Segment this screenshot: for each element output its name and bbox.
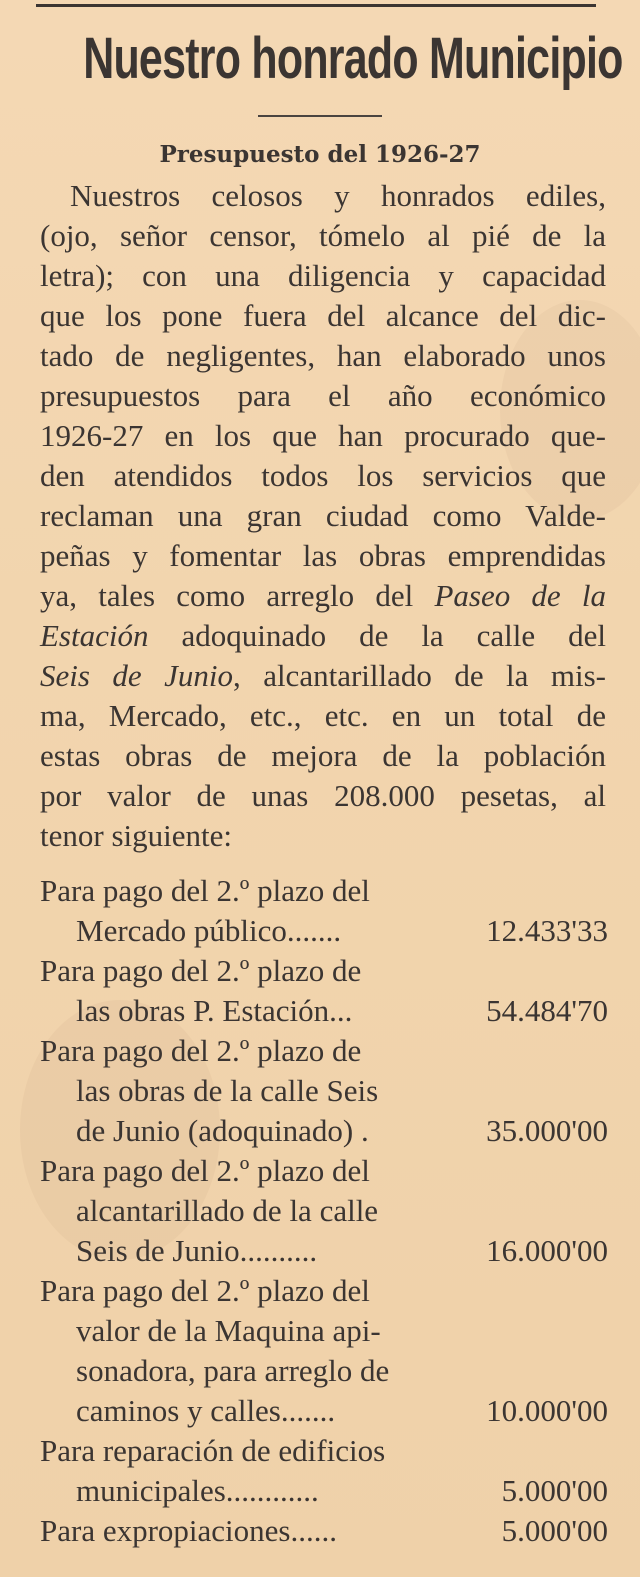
budget-item-amount: 35.000'00 [486, 1113, 608, 1148]
article-body [40, 176, 606, 856]
budget-item-amount: 5.000'00 [501, 1513, 608, 1548]
italic-place-name: Estación [40, 618, 149, 653]
budget-item-text: Para pago del 2.º plazo del [40, 1153, 370, 1188]
budget-item-line [40, 991, 608, 1031]
budget-item-text: Para pago del 2.º plazo de [40, 1033, 362, 1068]
budget-item-line [40, 911, 608, 951]
budget-item-text: las obras P. Estación... [76, 993, 353, 1028]
budget-item-text: Para expropiaciones...... [40, 1513, 337, 1548]
subheading: Presupuesto del 1926-27 [159, 141, 481, 168]
headline: Nuestro honrado Municipio [83, 26, 623, 91]
budget-item-line [40, 951, 608, 991]
italic-place-name: Paseo de la [434, 578, 607, 613]
body-line: letra); con una diligencia y capacidad [40, 258, 606, 293]
body-text-fragment: , alcantarillado de la mis- [232, 658, 606, 693]
body-line: (ojo, señor censor, tómelo al pié de la [40, 218, 606, 253]
budget-item-line [40, 1271, 608, 1311]
budget-item-line [40, 1391, 608, 1431]
budget-item-amount: 12.433'33 [486, 913, 608, 948]
budget-item-text: Seis de Junio.......... [76, 1233, 318, 1268]
budget-item-text: sonadora, para arreglo de [76, 1353, 390, 1388]
budget-item-line [40, 1031, 608, 1071]
body-line-mixed [40, 576, 606, 616]
body-line: por valor de unas 208.000 pesetas, al [40, 778, 606, 813]
headline-divider [258, 115, 382, 117]
budget-item [40, 1271, 608, 1431]
budget-item-line [40, 1231, 608, 1271]
budget-item-line [40, 1311, 608, 1351]
body-line: peñas y fomentar las obras emprendidas [40, 538, 606, 573]
budget-item-text: Mercado público....... [76, 913, 342, 948]
budget-item [40, 1151, 608, 1271]
budget-item-line [40, 1111, 608, 1151]
body-line: ma, Mercado, etc., etc. en un total de [40, 698, 606, 733]
budget-item-amount: 54.484'70 [486, 993, 608, 1028]
budget-item-amount: 16.000'00 [486, 1233, 608, 1268]
body-text-fragment: ya, tales como arreglo del [40, 578, 414, 613]
body-line: que los pone fuera del alcance del dic- [40, 298, 606, 333]
budget-item-line [40, 1071, 608, 1111]
body-line: tenor siguiente: [40, 818, 232, 853]
body-line: tado de negligentes, han elaborado unos [40, 338, 606, 373]
body-line: estas obras de mejora de la población [40, 738, 606, 773]
budget-item-text: municipales............ [76, 1473, 319, 1508]
italic-street-name: Seis de Junio [40, 658, 233, 693]
budget-item-line [40, 871, 608, 911]
budget-list [40, 871, 608, 1551]
body-line: presupuestos para el año económico [40, 378, 606, 413]
body-line: 1926-27 en los que han procurado que- [40, 418, 606, 453]
budget-item-amount: 5.000'00 [501, 1473, 608, 1508]
budget-item-text: Para reparación de edificios [40, 1433, 386, 1468]
budget-item-line [40, 1511, 608, 1551]
body-line-mixed [40, 656, 606, 696]
budget-item [40, 1431, 608, 1511]
body-line: reclaman una gran ciudad como Valde- [40, 498, 606, 533]
budget-item-text: alcantarillado de la calle [76, 1193, 379, 1228]
budget-item-text: Para pago del 2.º plazo del [40, 1273, 370, 1308]
top-rule [36, 4, 596, 7]
budget-item [40, 1511, 608, 1551]
budget-item-text: Para pago del 2.º plazo del [40, 873, 370, 908]
body-line-mixed [40, 616, 606, 656]
budget-item-line [40, 1471, 608, 1511]
budget-item-line [40, 1151, 608, 1191]
budget-item-text: caminos y calles....... [76, 1393, 336, 1428]
budget-item [40, 1031, 608, 1151]
budget-item-line [40, 1191, 608, 1231]
budget-item-text: las obras de la calle Seis [76, 1073, 379, 1108]
budget-item [40, 871, 608, 951]
budget-item-text: valor de la Maquina api- [76, 1313, 381, 1348]
body-text-fragment: adoquinado de la calle del [181, 618, 607, 653]
body-line: den atendidos todos los servicios que [40, 458, 606, 493]
budget-item-amount: 10.000'00 [486, 1393, 608, 1428]
budget-item [40, 951, 608, 1031]
budget-item-text: de Junio (adoquinado) . [76, 1113, 369, 1148]
budget-item-text: Para pago del 2.º plazo de [40, 953, 362, 988]
budget-item-line [40, 1351, 608, 1391]
body-line: Nuestros celosos y honrados ediles, [70, 178, 606, 213]
budget-item-line [40, 1431, 608, 1471]
